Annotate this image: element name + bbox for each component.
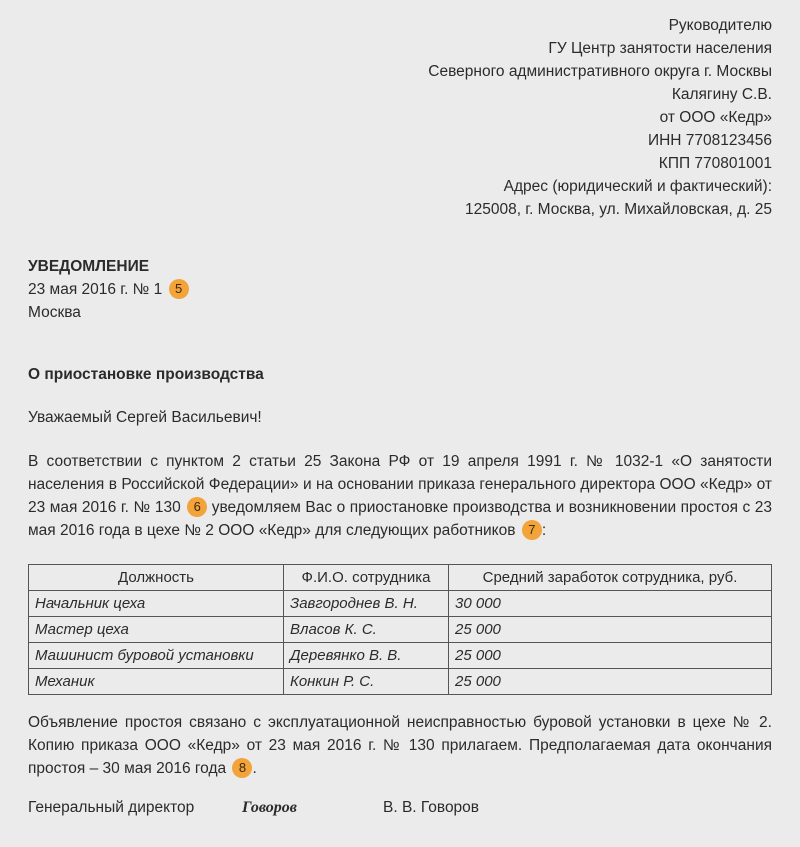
cell-salary: 25 000 (449, 617, 772, 643)
addressee-line: Северного административного округа г. Москвы (428, 63, 772, 80)
body-text-part1: В соответствии с пунктом 2 статьи 25 Закона РФ от 19 апреля 1991 г. № 1032-1 «О занятости населения в Российской Федерации» и на основании приказа генерального директора ООО «Кедр» от 23 мая 2016 г. № 130 (28, 453, 772, 516)
handwritten-signature: Говоров (242, 799, 297, 816)
notice-date-text: 23 мая 2016 г. № 1 (28, 281, 163, 298)
addressee-line: ГУ Центр занятости населения (548, 40, 772, 57)
callout-badge-6: 6 (187, 497, 207, 517)
body-text-part2: уведомляем Вас о приостановке производства и возникновении простоя с 23 мая 2016 года в цехе № 2 ООО «Кедр» для следующих работников (28, 499, 772, 539)
callout-badge-5: 5 (169, 279, 189, 299)
cell-salary: 30 000 (449, 591, 772, 617)
notice-city: Москва (28, 304, 81, 321)
cell-salary: 25 000 (449, 669, 772, 695)
notice-date-number (28, 278, 189, 301)
table-row (29, 591, 772, 617)
table-header-row (29, 565, 772, 591)
greeting: Уважаемый Сергей Васильевич! (28, 409, 262, 426)
cell-employee: Завгороднев В. Н. (284, 591, 449, 617)
employees-table (28, 564, 772, 695)
notice-title: УВЕДОМЛЕНИЕ (28, 258, 150, 275)
column-header-salary: Средний заработок сотрудника, руб. (449, 565, 772, 591)
closing-period: . (252, 760, 257, 777)
callout-badge-8: 8 (232, 758, 252, 778)
table-row (29, 617, 772, 643)
subject-line: О приостановке производства (28, 366, 264, 383)
notice-header (28, 255, 189, 324)
addressee-line: 125008, г. Москва, ул. Михайловская, д. 25 (464, 201, 772, 218)
cell-position: Машинист буровой установки (29, 643, 284, 669)
addressee-line: ИНН 7708123456 (647, 132, 772, 149)
callout-badge-7: 7 (522, 520, 542, 540)
cell-position: Мастер цеха (29, 617, 284, 643)
addressee-line: Руководителю (668, 17, 772, 34)
signatory-role: Генеральный директор (28, 799, 195, 816)
closing-paragraph (28, 711, 772, 780)
column-header-name: Ф.И.О. сотрудника (284, 565, 449, 591)
cell-salary: 25 000 (449, 643, 772, 669)
addressee-line: Калягину С.В. (671, 86, 772, 103)
addressee-line: Адрес (юридический и фактический): (503, 178, 772, 195)
addressee-line: КПП 770801001 (658, 155, 772, 172)
body-text-part3: : (541, 522, 547, 539)
cell-employee: Деревянко В. В. (284, 643, 449, 669)
addressee-block (428, 14, 772, 221)
table-row (29, 669, 772, 695)
cell-position: Начальник цеха (29, 591, 284, 617)
closing-text: Объявление простоя связано с эксплуатационной неисправностью буровой установки в цехе № 2. Копию приказа ООО «Кедр» от 23 мая 2016 г. № 130 прилагаем. Предполагаемая дата окончания простоя – 30 мая 2016 года (28, 714, 772, 777)
addressee-line: от ООО «Кедр» (659, 109, 772, 126)
body-paragraph (28, 450, 772, 542)
column-header-position: Должность (29, 565, 284, 591)
cell-position: Механик (29, 669, 284, 695)
cell-employee: Конкин Р. С. (284, 669, 449, 695)
cell-employee: Власов К. С. (284, 617, 449, 643)
signatory-name: В. В. Говоров (383, 799, 480, 816)
table-row (29, 643, 772, 669)
